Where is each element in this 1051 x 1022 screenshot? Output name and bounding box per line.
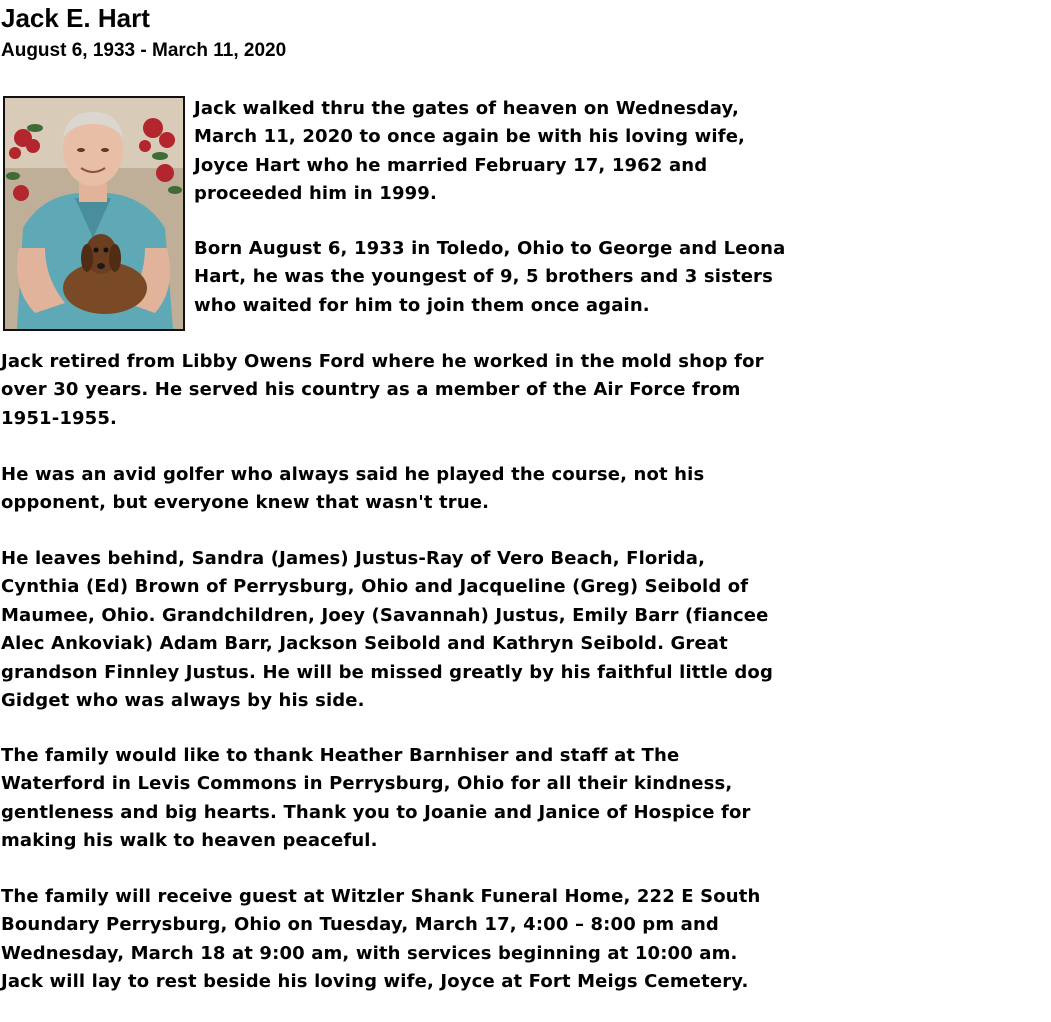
paragraph-services: The family will receive guest at Witzler Shank Funeral Home, 222 E South Boundary Perrysburg, Ohio on Tuesday, March 17, 4:00 – 8:00 pm and Wednesday, March 18 at 9:00 am, with services beginning at 10:00 am. Jack will lay to rest beside his loving wife, Joyce at Fort Meigs Cemetery. <box>1 886 761 993</box>
life-dates: August 6, 1933 - March 11, 2020 <box>1 40 287 61</box>
paragraph-birth: Born August 6, 1933 in Toledo, Ohio to George and Leona Hart, he was the youngest of 9, 5 brothers and 3 sisters who waited for him to join them once again. <box>194 238 786 316</box>
deceased-name: Jack E. Hart <box>1 3 150 33</box>
portrait-illustration <box>5 98 183 329</box>
paragraph-thanks: The family would like to thank Heather Barnhiser and staff at The Waterford in Levis Commons in Perrysburg, Ohio for all their kindness, gentleness and big hearts. Thank you to Joanie and Janice of Hospice for making his walk to heaven peaceful. <box>1 745 751 852</box>
portrait-photo <box>3 96 185 331</box>
paragraph-career: Jack retired from Libby Owens Ford where he worked in the mold shop for over 30 years. He served his country as a member of the Air Force from 1951-1955. <box>1 351 764 429</box>
paragraph-passing: Jack walked thru the gates of heaven on Wednesday, March 11, 2020 to once again be with his loving wife, Joyce Hart who he married February 17, 1962 and proceeded him in 1999. <box>194 98 746 205</box>
paragraph-survivors: He leaves behind, Sandra (James) Justus-Ray of Vero Beach, Florida, Cynthia (Ed) Brown of Perrysburg, Ohio and Jacqueline (Greg) Seibold of Maumee, Ohio. Grandchildren, Joey (Savannah) Justus, Emily Barr (fiancee Alec Ankoviak) Adam Barr, Jackson Seibold and Kathryn Seibold. Great grandson Finnley Justus. He will be missed greatly by his faithful little dog Gidget who was always by his side. <box>1 548 773 712</box>
paragraph-golf: He was an avid golfer who always said he played the course, not his opponent, but everyone knew that wasn't true. <box>1 464 705 514</box>
